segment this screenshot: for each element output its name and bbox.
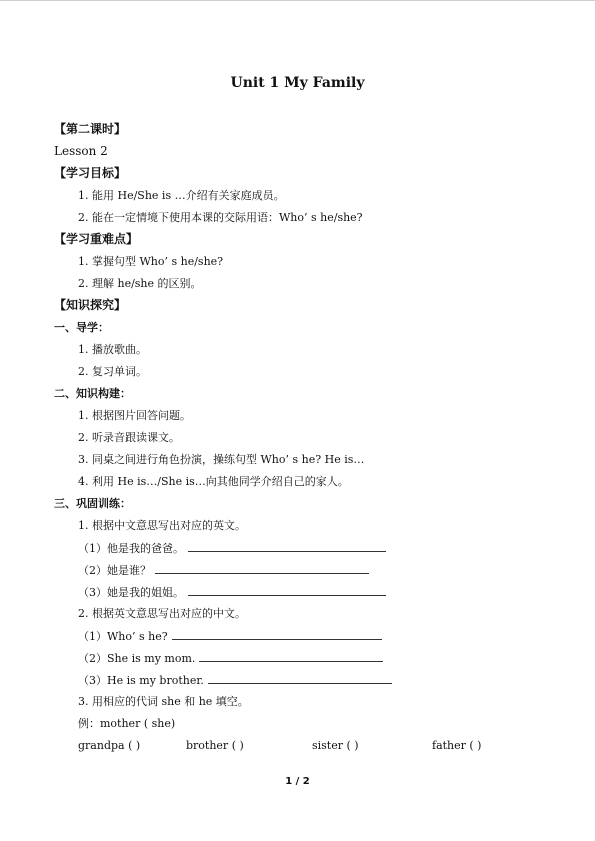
answer-blank[interactable]: [155, 562, 369, 574]
answer-blank[interactable]: [188, 540, 386, 552]
practice-question-2: 2. 根据英文意思写出对应的中文。: [78, 607, 246, 620]
q2-item: [78, 672, 392, 689]
guide-item: 2. 复习单词。: [78, 365, 147, 378]
build-item: 1. 根据图片回答问题。: [78, 409, 191, 422]
guide-heading: 一、导学：: [54, 321, 109, 334]
build-item: 2. 听录音跟读课文。: [78, 431, 180, 444]
q1-item-text: （2）她是谁？: [78, 564, 151, 577]
goals-heading: 【学习目标】: [54, 166, 127, 180]
q2-item-text: （3）He is my brother.: [78, 674, 204, 687]
build-heading: 二、知识构建：: [54, 387, 131, 400]
build-item: 3. 同桌之间进行角色扮演，操练句型 Who’ s he? He is…: [78, 453, 365, 466]
guide-item: 1. 播放歌曲。: [78, 343, 147, 356]
q1-item: [78, 540, 386, 557]
keypoint-item: 2. 理解 he/she 的区别。: [78, 277, 202, 290]
practice-question-1: 1. 根据中文意思写出对应的英文。: [78, 519, 246, 532]
document-title: Unit 1 My Family: [230, 75, 365, 91]
fill-item-brother[interactable]: brother ( ): [186, 739, 244, 752]
practice-question-3: 3. 用相应的代词 she 和 he 填空。: [78, 695, 249, 708]
q2-item: [78, 628, 382, 645]
practice-heading: 三、巩固训练：: [54, 497, 131, 510]
page-number: 1 / 2: [285, 776, 310, 787]
goal-item: 2. 能在一定情境下使用本课的交际用语：Who’ s he/she?: [78, 211, 363, 224]
q2-item: [78, 650, 383, 667]
explore-heading: 【知识探究】: [54, 298, 127, 312]
keypoints-heading: 【学习重难点】: [54, 232, 139, 246]
build-item: 4. 利用 He is…/She is…向其他同学介绍自己的家人。: [78, 475, 349, 488]
q1-item-text: （3）她是我的姐姐。: [78, 586, 184, 599]
answer-blank[interactable]: [208, 672, 392, 684]
lesson-header: 【第二课时】: [54, 122, 127, 136]
answer-blank[interactable]: [188, 584, 386, 596]
keypoint-item: 1. 掌握句型 Who’ s he/she?: [78, 255, 224, 268]
q1-item: [78, 562, 369, 579]
answer-blank[interactable]: [172, 628, 382, 640]
fill-item-grandpa[interactable]: grandpa ( ): [78, 739, 141, 752]
fill-item-sister[interactable]: sister ( ): [312, 739, 359, 752]
fill-item-father[interactable]: father ( ): [432, 739, 482, 752]
goal-item: 1. 能用 He/She is …介绍有关家庭成员。: [78, 189, 285, 202]
example-line: 例：mother ( she): [78, 717, 176, 730]
q2-item-text: （2）She is my mom.: [78, 652, 196, 665]
q1-item: [78, 584, 386, 601]
answer-blank[interactable]: [199, 650, 383, 662]
lesson-name: Lesson 2: [54, 144, 108, 158]
q1-item-text: （1）他是我的爸爸。: [78, 542, 184, 555]
q2-item-text: （1）Who’ s he?: [78, 630, 168, 643]
